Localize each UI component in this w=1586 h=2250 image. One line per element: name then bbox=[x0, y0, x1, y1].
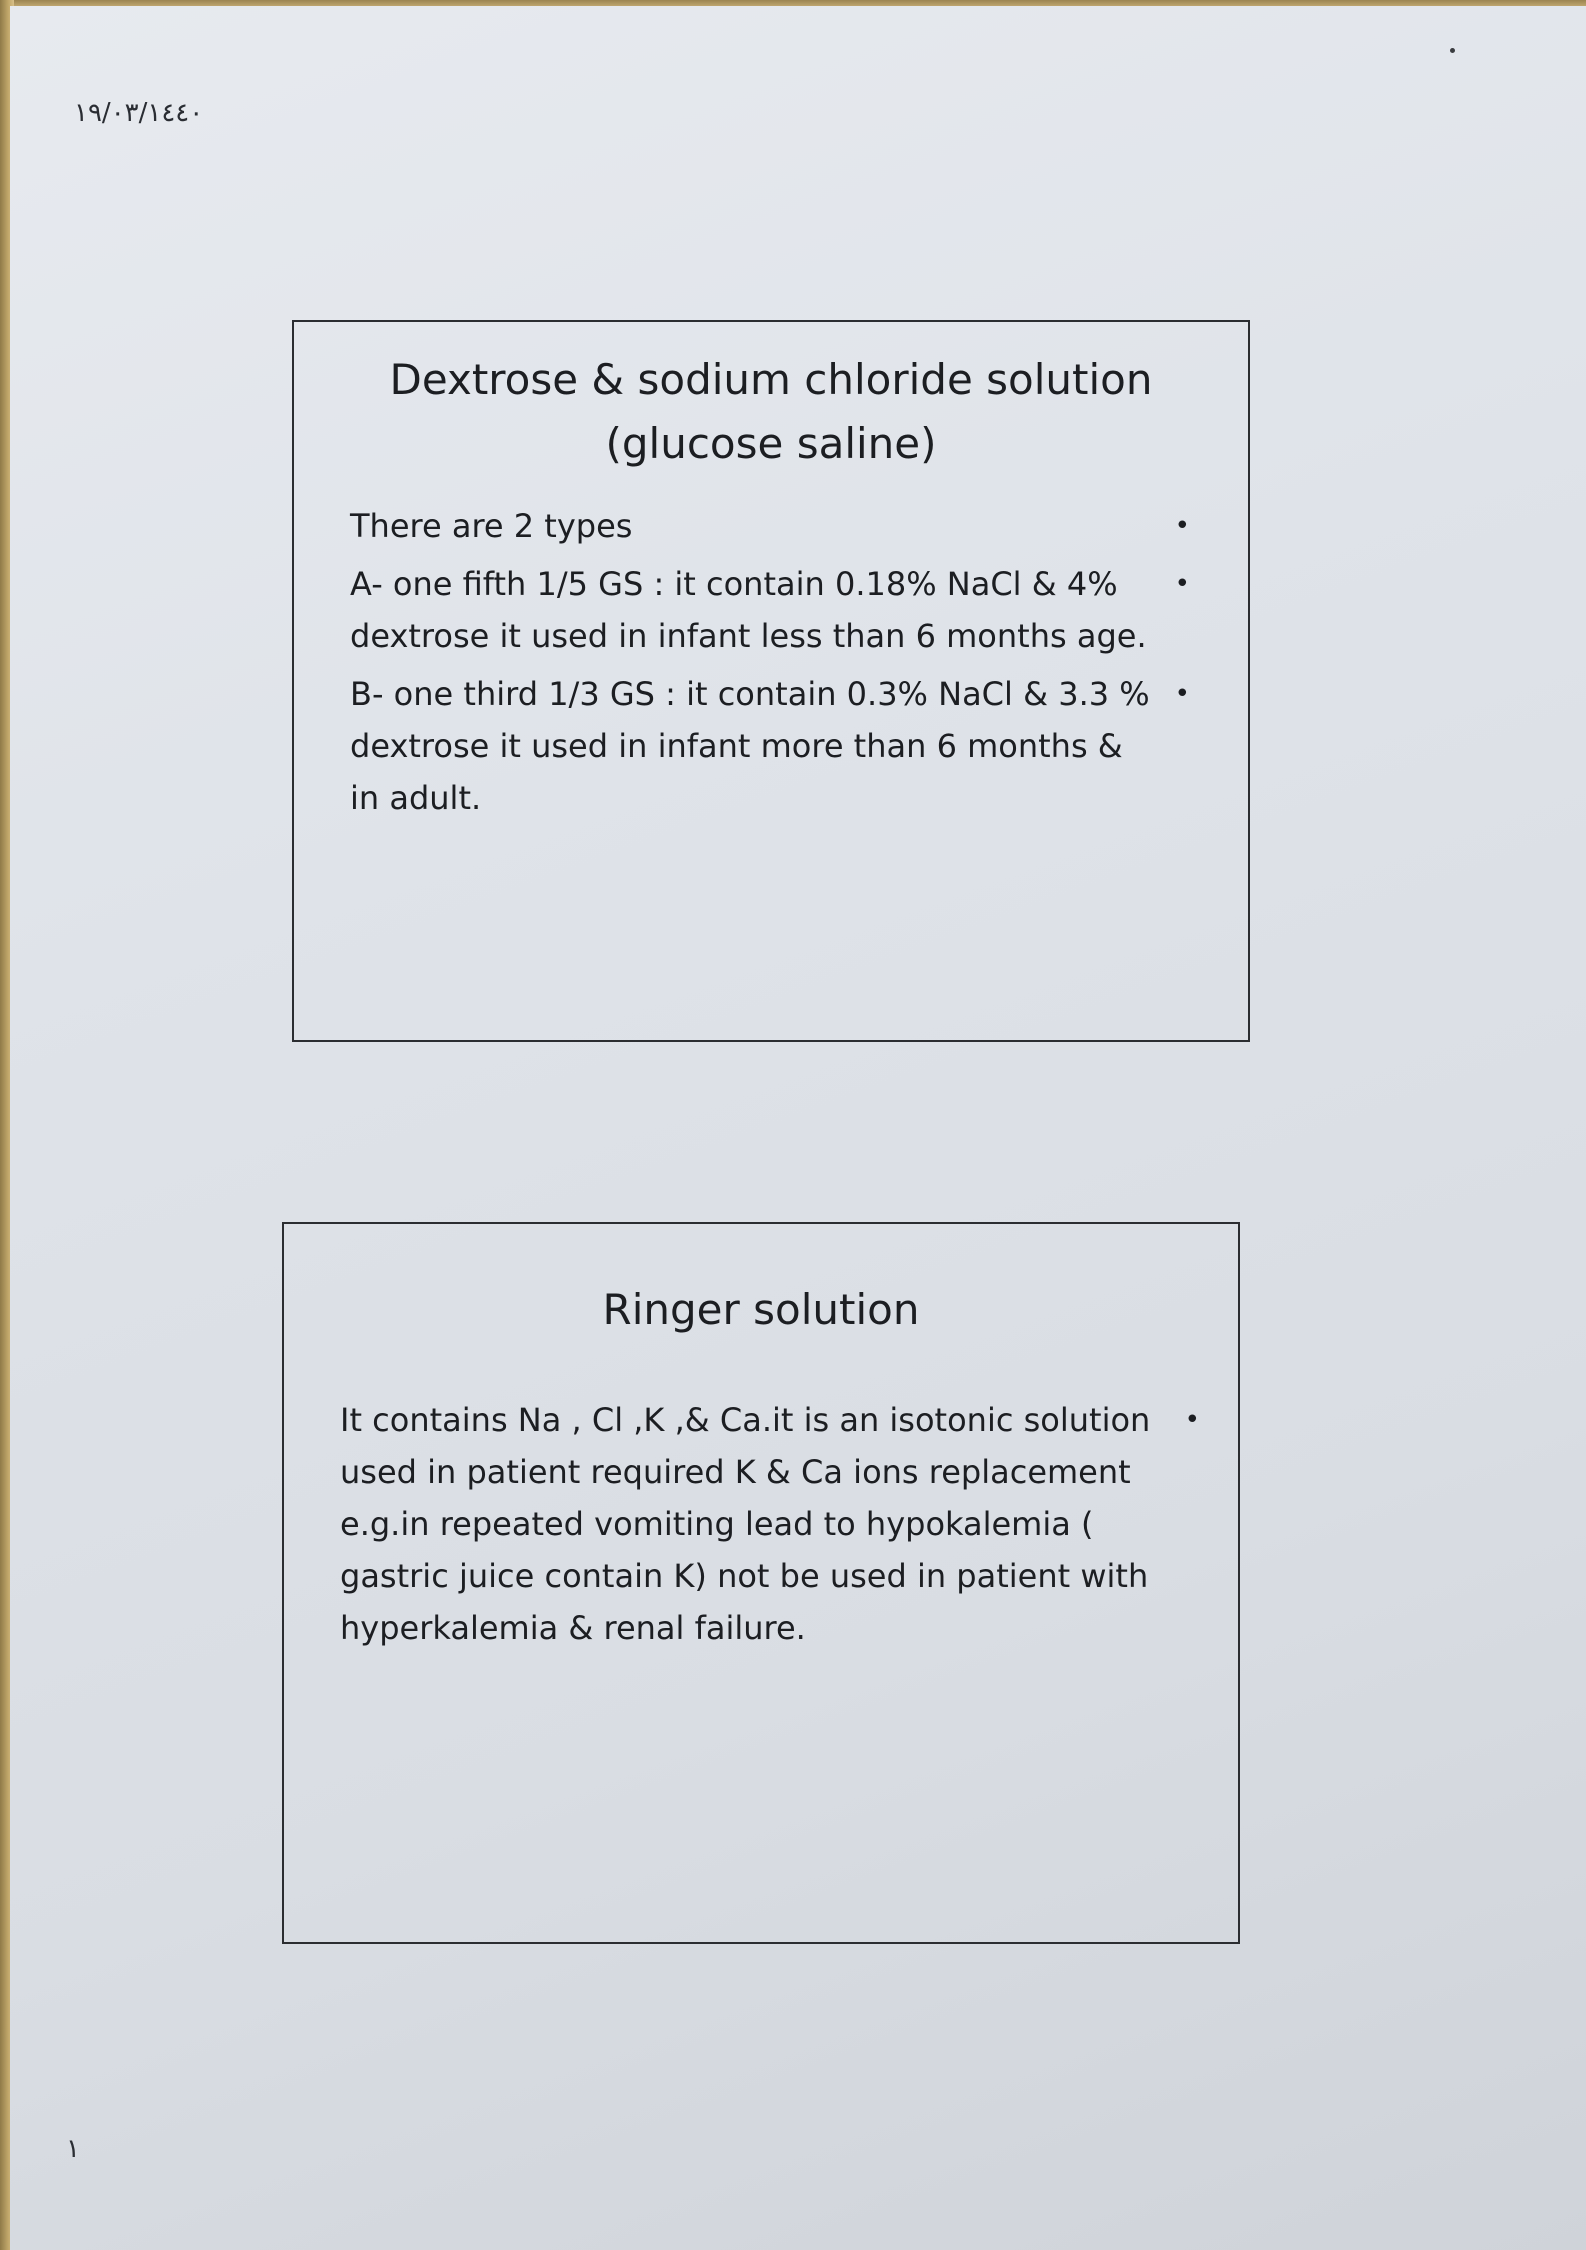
bullet-dot-icon: • bbox=[1174, 679, 1190, 709]
slide-dextrose-sodium-chloride bbox=[292, 320, 1250, 1042]
bullet-text: It contains Na , Cl ,K ,& Ca.it is an isotonic solution used in patient required K & Ca ions replacement e.g.in repeated vomiting lead to hypokalemia ( gastric juice contain K) not be used in patient with hyperkalemia & renal failure. bbox=[340, 1401, 1151, 1647]
slide-title-line-1: Dextrose & sodium chloride solution bbox=[389, 355, 1153, 404]
bullet-text: B- one third 1/3 GS : it contain 0.3% NaCl & 3.3 % dextrose it used in infant more than 6 months & in adult. bbox=[350, 675, 1150, 817]
slide-title bbox=[294, 348, 1248, 476]
slide-title: Ringer solution bbox=[602, 1285, 920, 1334]
bullet-dot-icon: • bbox=[1174, 569, 1190, 599]
printed-page bbox=[10, 6, 1586, 2250]
bullet-item-one-third bbox=[350, 668, 1190, 824]
bullet-dot-icon: • bbox=[1174, 511, 1190, 541]
slide-title-line-2: (glucose saline) bbox=[605, 419, 937, 468]
bullet-text: A- one fifth 1/5 GS : it contain 0.18% NaCl & 4% dextrose it used in infant less than 6 months age. bbox=[350, 565, 1147, 655]
bullet-dot-icon: • bbox=[1184, 1405, 1200, 1435]
ink-dot-mark bbox=[1450, 48, 1455, 53]
slide-ringer-solution bbox=[282, 1222, 1240, 1944]
bullet-list bbox=[350, 500, 1190, 830]
bullet-list bbox=[340, 1394, 1200, 1660]
bullet-text: There are 2 types bbox=[350, 507, 633, 545]
date-stamp: ١٩/٠٣/١٤٤٠ bbox=[74, 98, 204, 128]
bullet-item-types bbox=[350, 500, 1190, 552]
page-number: ١ bbox=[66, 2134, 80, 2164]
bullet-item-one-fifth bbox=[350, 558, 1190, 662]
bullet-item-ringer-contents bbox=[340, 1394, 1200, 1654]
